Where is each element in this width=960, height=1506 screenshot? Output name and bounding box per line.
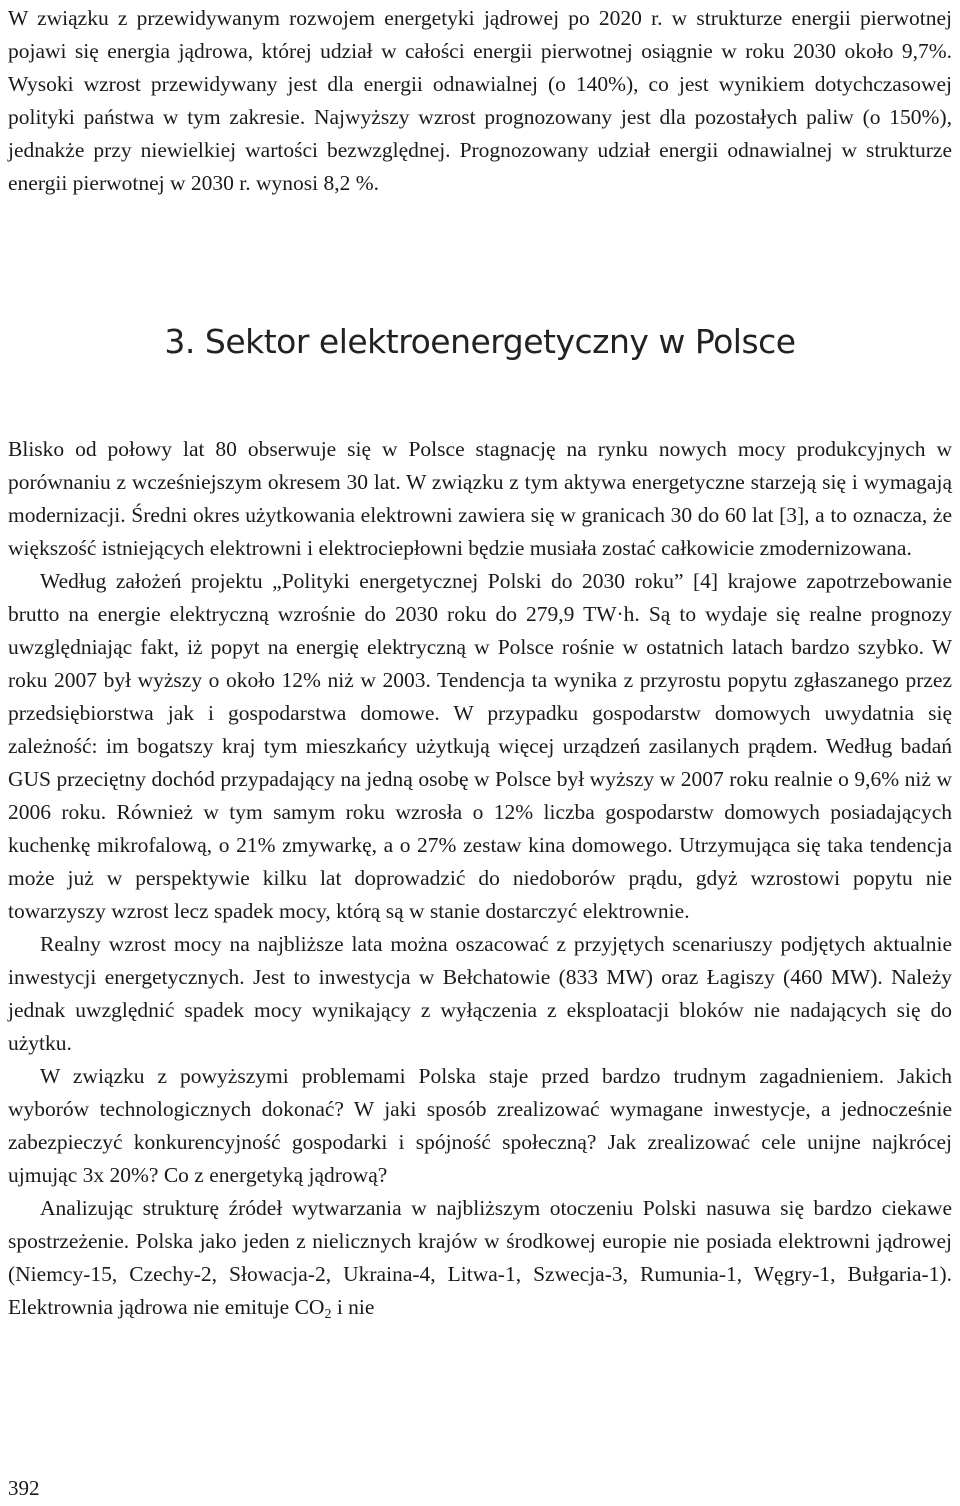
intro-section — [8, 2, 952, 200]
intro-paragraph: W związku z przewidywanym rozwojem energetyki jądrowej po 2020 r. w strukturze energii pierwotnej pojawi się energia jądrowa, której udział w całości energii pierwotnej osiągnie w roku 2030 około 9,7%. Wysoki wzrost przewidywany jest dla energii odnawialnej (o 140%), co jest wynikiem dotychczasowej polityki państwa w tym zakresie. Najwyższy wzrost prognozowany jest dla pozostałych paliw (o 150%), jednakże przy niewielkiej wartości bezwzględnej. Prognozowany udział energii odnawialnej w strukturze energii pierwotnej w 2030 r. wynosi 8,2 %. — [8, 6, 952, 195]
body-paragraph-2: Według założeń projektu „Polityki energetycznej Polski do 2030 roku” [4] krajowe zapotrzebowanie brutto na energie elektryczną wzrośnie do 2030 roku do 279,9 TW·h. Są to wydaje się realne prognozy uwzględniając fakt, iż popyt na energię elektryczną w Polsce rośnie w ostatnich latach bardzo szybko. W roku 2007 był wyższy o około 12% niż w 2003. Tendencja ta wynika z przyrostu popytu zgłaszanego przez przedsiębiorstwa jak i gospodarstwa domowe. W przypadku gospodarstw domowych uwydatnia się zależność: im bogatszy kraj tym mieszkańcy użytkują więcej urządzeń zasilanych prądem. Według badań GUS przeciętny dochód przypadający na jedną osobę w Polsce był wyższy w 2007 roku realnie o 9,6% niż w 2006 roku. Również w tym samym roku wzrosła o 12% liczba gospodarstw domowych posiadających kuchenkę mikrofalową, o 21% zmywarkę, a o 27% zestaw kina domowego. Utrzymująca się taka tendencja może już w perspektywie kilku lat doprowadzić do niedoborów prądu, gdyż wzrostowi popytu nie towarzyszy wzrost lecz spadek mocy, którą są w stanie dostarczyć elektrownie. — [8, 569, 952, 923]
body-paragraph-1: Blisko od połowy lat 80 obserwuje się w Polsce stagnację na rynku nowych mocy produkcyjnych w porównaniu z wcześniejszym okresem 30 lat. W związku z tym aktywa energetyczne starzeją się i wymagają modernizacji. Średni okres użytkowania elektrowni zawiera się w granicach 30 do 60 lat [3], a to oznacza, że większość istniejących elektrowni i elektrociepłowni będzie musiała zostać całkowicie zmodernizowana. — [8, 437, 952, 560]
body-paragraph-3: Realny wzrost mocy na najbliższe lata można oszacować z przyjętych scenariuszy podjętych aktualnie inwestycji energetycznych. Jest to inwestycja w Bełchatowie (833 MW) oraz Łagiszy (460 MW). Należy jednak uwzględnić spadek mocy wynikający z wyłączenia z eksploatacji bloków nie nadających się do użytku. — [8, 932, 952, 1055]
body-paragraph-5-tail: i nie — [331, 1295, 375, 1319]
co2-subscript: 2 — [324, 1307, 332, 1322]
body-paragraph-4: W związku z powyższymi problemami Polska staje przed bardzo trudnym zagadnieniem. Jakich wyborów technologicznych dokonać? W jaki sposób zrealizować wymagane inwestycje, a jednocześnie zabezpieczyć konkurencyjność gospodarki i spójność społeczną? Jak zrealizować cele unijne najkrócej ujmując 3x 20%? Co z energetyką jądrową? — [8, 1064, 952, 1187]
body-paragraph-5-text: Analizując strukturę źródeł wytwarzania w najbliższym otoczeniu Polski nasuwa się bardzo ciekawe spostrzeżenie. Polska jako jeden z nielicznych krajów w środkowej europie nie posiada elektrowni jądrowej (Niemcy-15, Czechy-2, Słowacja-2, Ukraina-4, Litwa-1, Szwecja-3, Rumunia-1, Węgry-1, Bułgaria-1). Elektrownia jądrowa nie emituje CO — [8, 1196, 952, 1319]
section-heading: 3. Sektor elektroenergetyczny w Polsce — [164, 322, 796, 361]
page-number: 392 — [8, 1476, 40, 1500]
section-body — [8, 433, 952, 1324]
body-paragraph-5 — [8, 1192, 952, 1324]
